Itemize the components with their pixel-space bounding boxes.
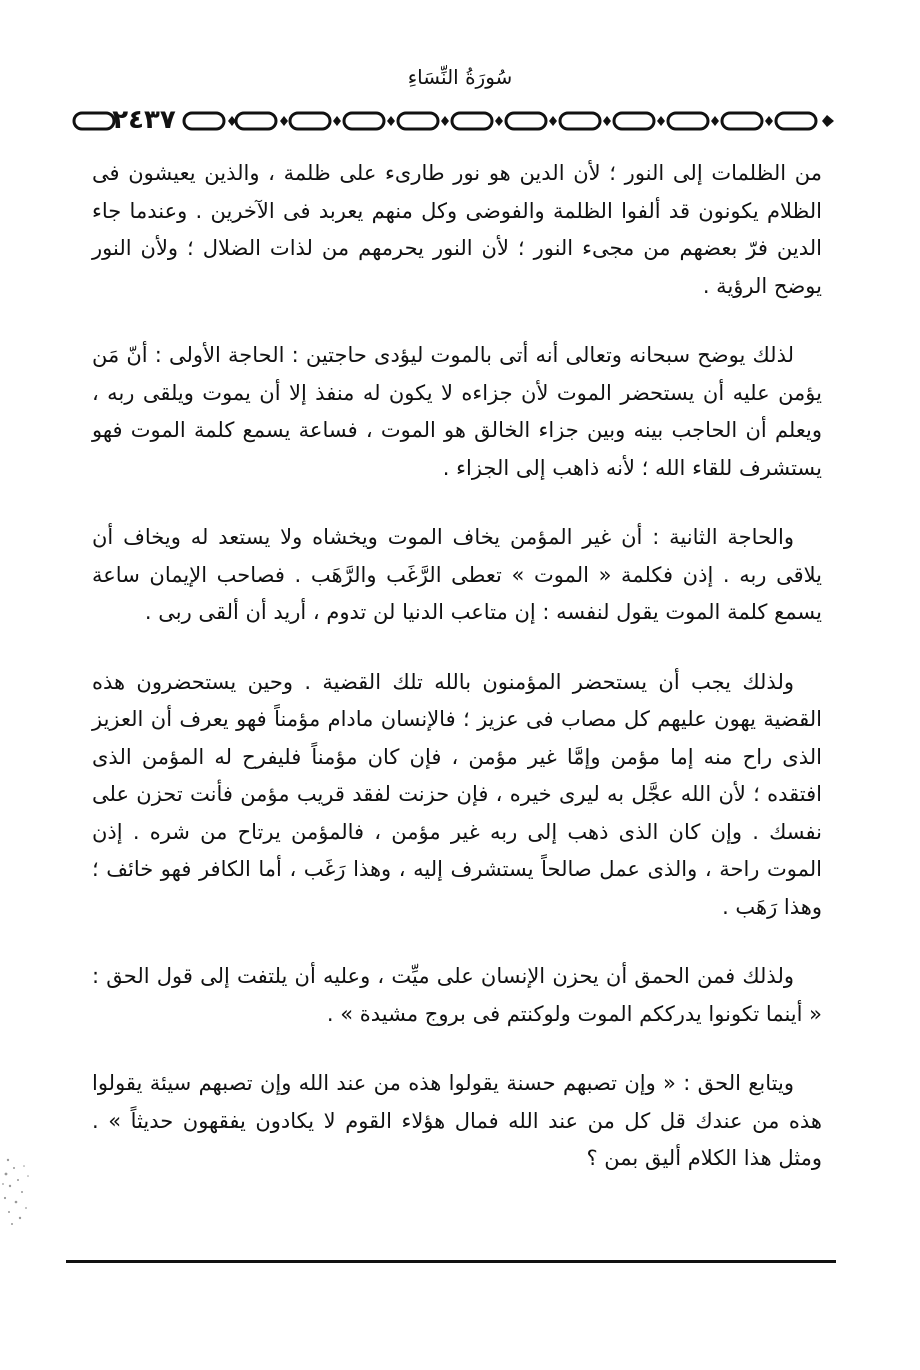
page-number: ٢٤٣٧	[112, 105, 176, 135]
paragraph: والحاجة الثانية : أن غير المؤمن يخاف الموت ويخشاه ولا يستعد له ويخاف أن يلاقى ربه . إذن فكلمة « الموت » تعطى الرَّغَب والرَّهَب . فصاحب الإيمان ساعة يسمع كلمة الموت يقول لنفسه : إن متاعب الدنيا لن تدوم ، أريد أن ألقى ربى .	[92, 525, 822, 624]
scan-speckle-mark	[0, 1150, 48, 1240]
paragraph: لذلك يوضح سبحانه وتعالى أنه أتى بالموت ليؤدى حاجتين : الحاجة الأولى : أنّ مَن يؤمن عليه أن يستحضر الموت لأن جزاءه لا يكون له منفذ إلا أن يموت ويلقى ربه ، ويعلم أن الحاجب بينه وبين جزاء الخالق هو الموت ، فساعة يسمع كلمة الموت فهو يستشرف للقاء الله ؛ لأنه ذاهب إلى الجزاء .	[92, 343, 822, 480]
paragraph: ويتابع الحق : « وإن تصبهم حسنة يقولوا هذه من عند الله وإن تصبهم سيئة يقولوا هذه من عندك قل كل من عند الله فمال هؤلاء القوم لا يكادون يفقهون حديثاً » . ومثل هذا الكلام أليق بمن ؟	[92, 1071, 822, 1170]
paragraph: ولذلك فمن الحمق أن يحزن الإنسان على ميِّت ، وعليه أن يلتفت إلى قول الحق : « أينما تكونوا يدرككم الموت ولوكنتم فى بروج مشيدة » .	[92, 964, 822, 1026]
surah-title: سُورَةُ النِّسَاءِ	[407, 65, 513, 89]
paragraph: ولذلك يجب أن يستحضر المؤمنون بالله تلك القضية . وحين يستحضرون هذه القضية يهون عليهم كل مصاب فى عزيز ؛ فالإنسان مادام مؤمناً فهو يعرف أن العزيز الذى راح منه إما مؤمن وإمَّا غير مؤمن ، فإن كان مؤمناً فليفرح له المؤمن الذى افتقده ؛ لأن الله عجَّل به ليرى خيره ، فإن حزنت لفقد قريب مؤمن فأنت تحزن على نفسك . وإن كان الذى ذهب إلى ربه غير مؤمن ، فالمؤمن يرتاح من شره . إذن الموت راحة ، والذى عمل صالحاً يستشرف إليه ، وهذا رَغَب ، أما الكافر فهو خائف ؛ وهذا رَهَب .	[92, 669, 822, 919]
page-body	[92, 155, 822, 1210]
header-ornament-border	[70, 104, 840, 138]
paragraph: من الظلمات إلى النور ؛ لأن الدين هو نور طارىء على ظلمة ، والذين يعيشون فى الظلام يكونون قد ألفوا الظلمة والفوضى وكل منهم يعربد فى الآخرين . وعندما جاء الدين فرّ بعضهم من مجىء النور ؛ لأن النور يحرمهم من لذات الضلال ؛ ولأن النور يوضح الرؤية .	[92, 161, 822, 298]
footer-rule	[66, 1260, 836, 1263]
